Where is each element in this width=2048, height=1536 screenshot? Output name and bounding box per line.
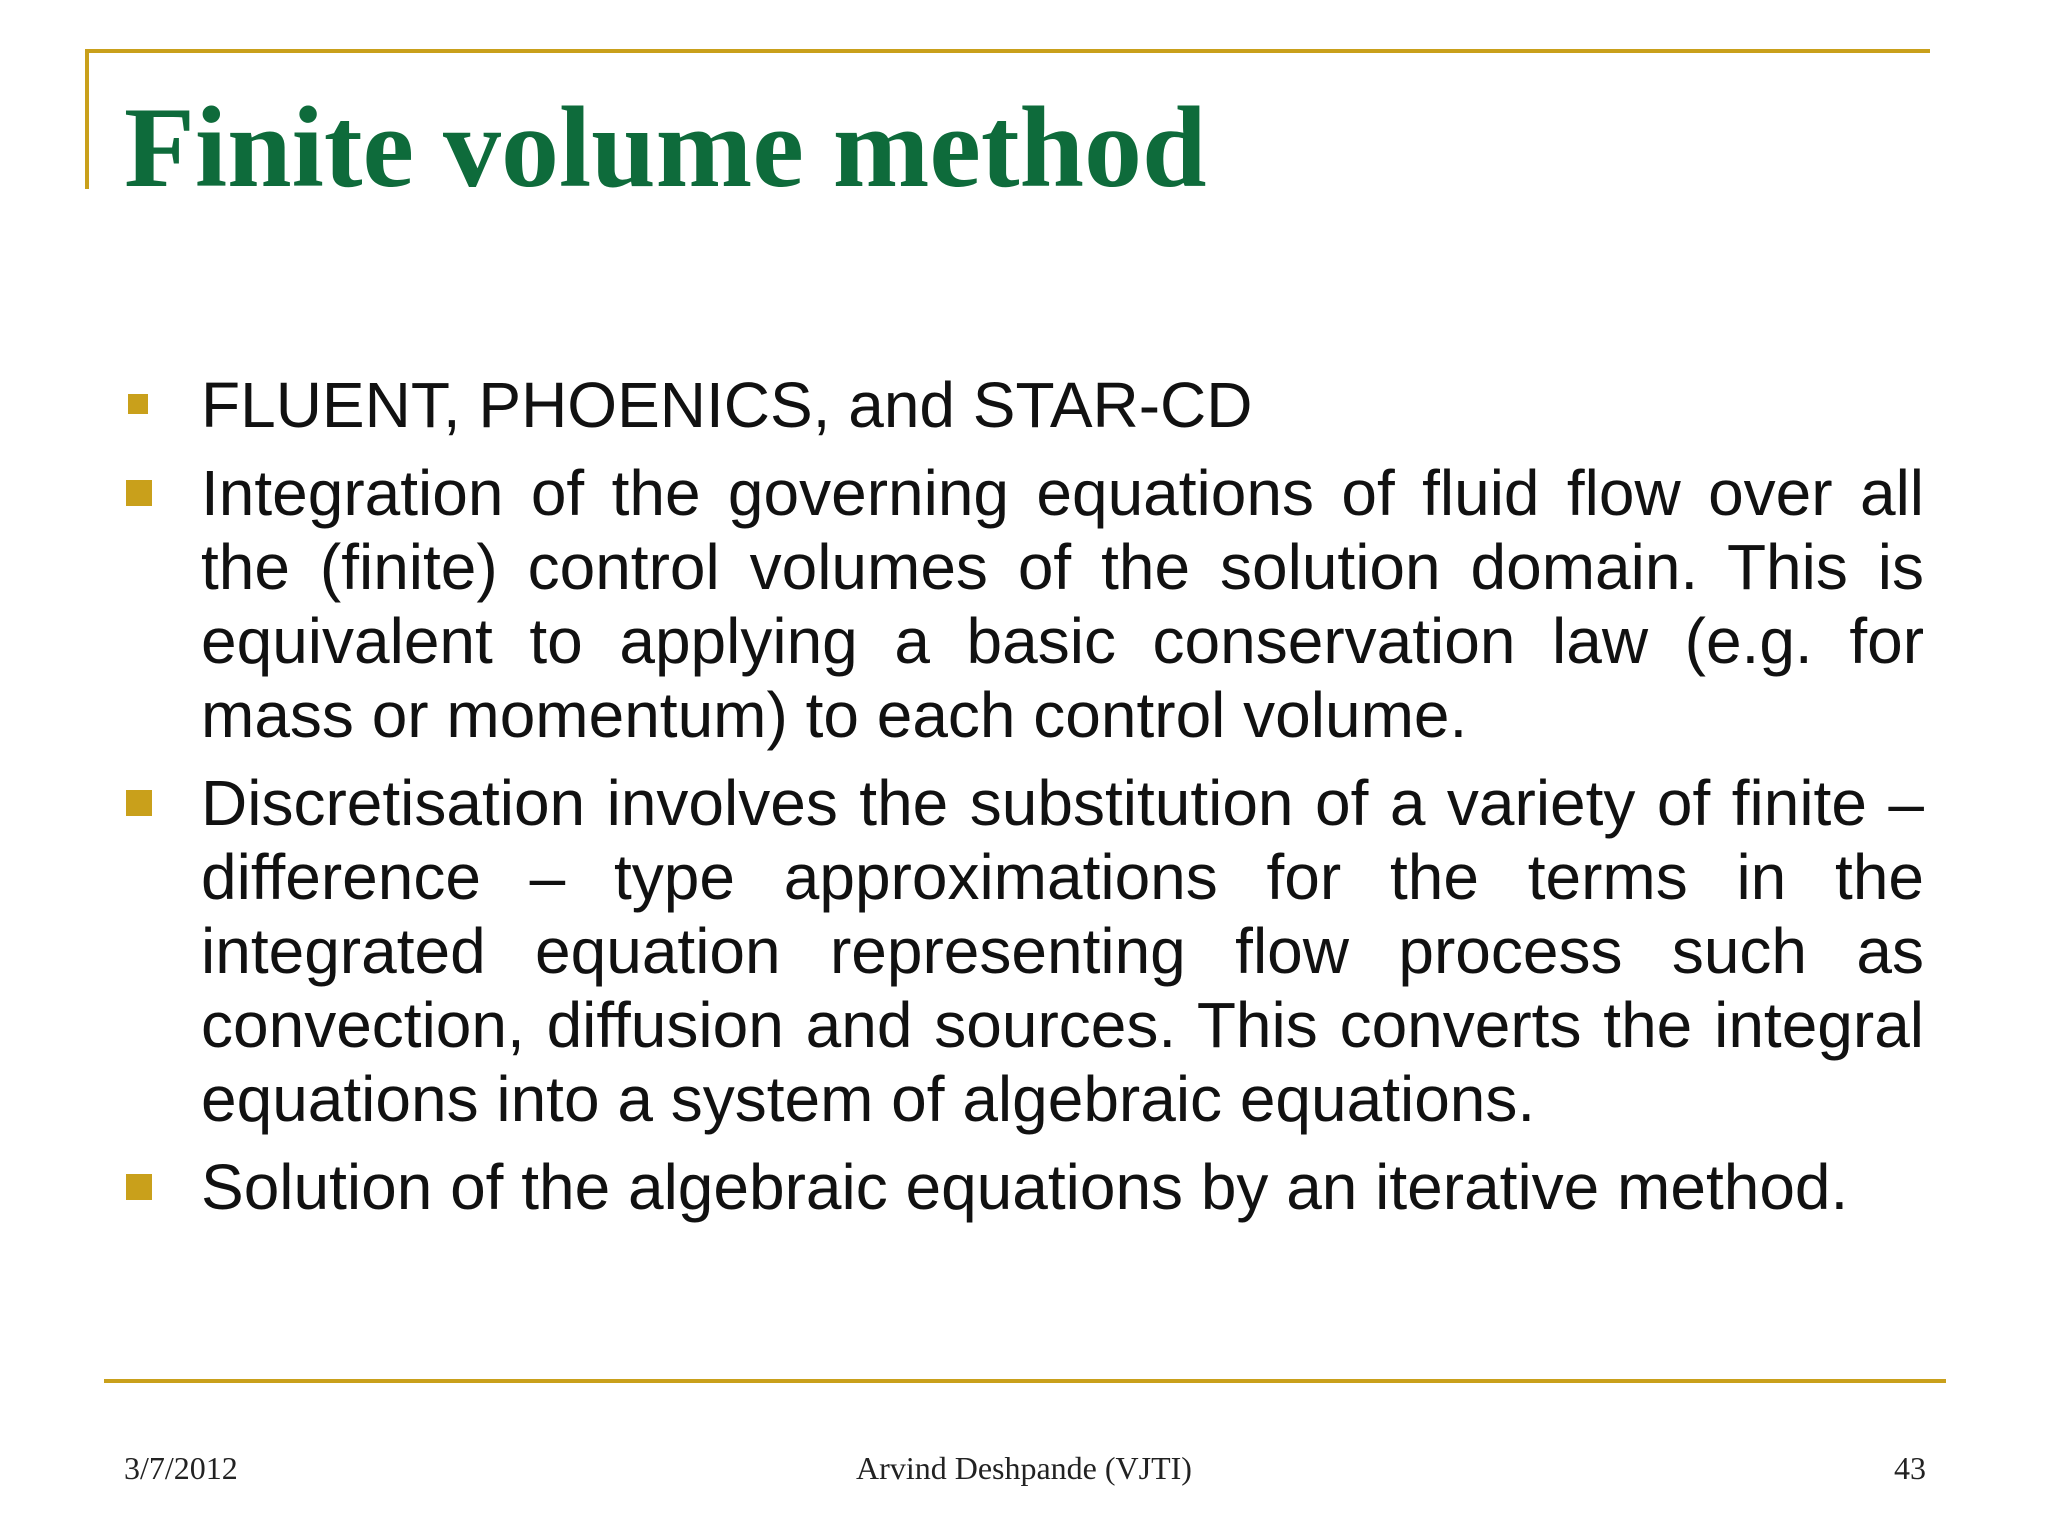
title-frame-top-line bbox=[85, 49, 1930, 53]
title-frame-left-line bbox=[85, 49, 89, 189]
footer-author: Arvind Deshpande (VJTI) bbox=[856, 1450, 1192, 1486]
footer-page-number: 43 bbox=[1894, 1450, 1926, 1486]
bullet-item bbox=[124, 766, 1924, 1136]
footer-date: 3/7/2012 bbox=[124, 1450, 238, 1486]
square-bullet-icon bbox=[126, 480, 152, 506]
square-bullet-icon bbox=[126, 790, 152, 816]
square-bullet-icon bbox=[126, 1174, 152, 1200]
square-bullet-icon bbox=[128, 394, 148, 414]
bullet-item bbox=[124, 368, 1924, 442]
bullet-text: Solution of the algebraic equations by an iterative method. bbox=[201, 1151, 1849, 1223]
slide-title: Finite volume method bbox=[124, 84, 1207, 212]
bullet-item bbox=[124, 1150, 1924, 1224]
bullet-text: Integration of the governing equations of fluid flow over all the (finite) control volumes of the solution domain. This is equivalent to applying a basic conservation law (e.g. for mass or momentum) to each control volume. bbox=[201, 457, 1924, 751]
bullet-text: FLUENT, PHOENICS, and STAR-CD bbox=[201, 369, 1253, 441]
bullet-text: Discretisation involves the substitution of a variety of finite – difference – type approximations for the terms in the integrated equation representing flow process such as convection, diffusion and sources. This converts the integral equations into a system of algebraic equations. bbox=[201, 767, 1924, 1135]
bullet-list bbox=[124, 368, 1924, 1238]
bullet-item bbox=[124, 456, 1924, 752]
footer-divider bbox=[104, 1379, 1946, 1383]
